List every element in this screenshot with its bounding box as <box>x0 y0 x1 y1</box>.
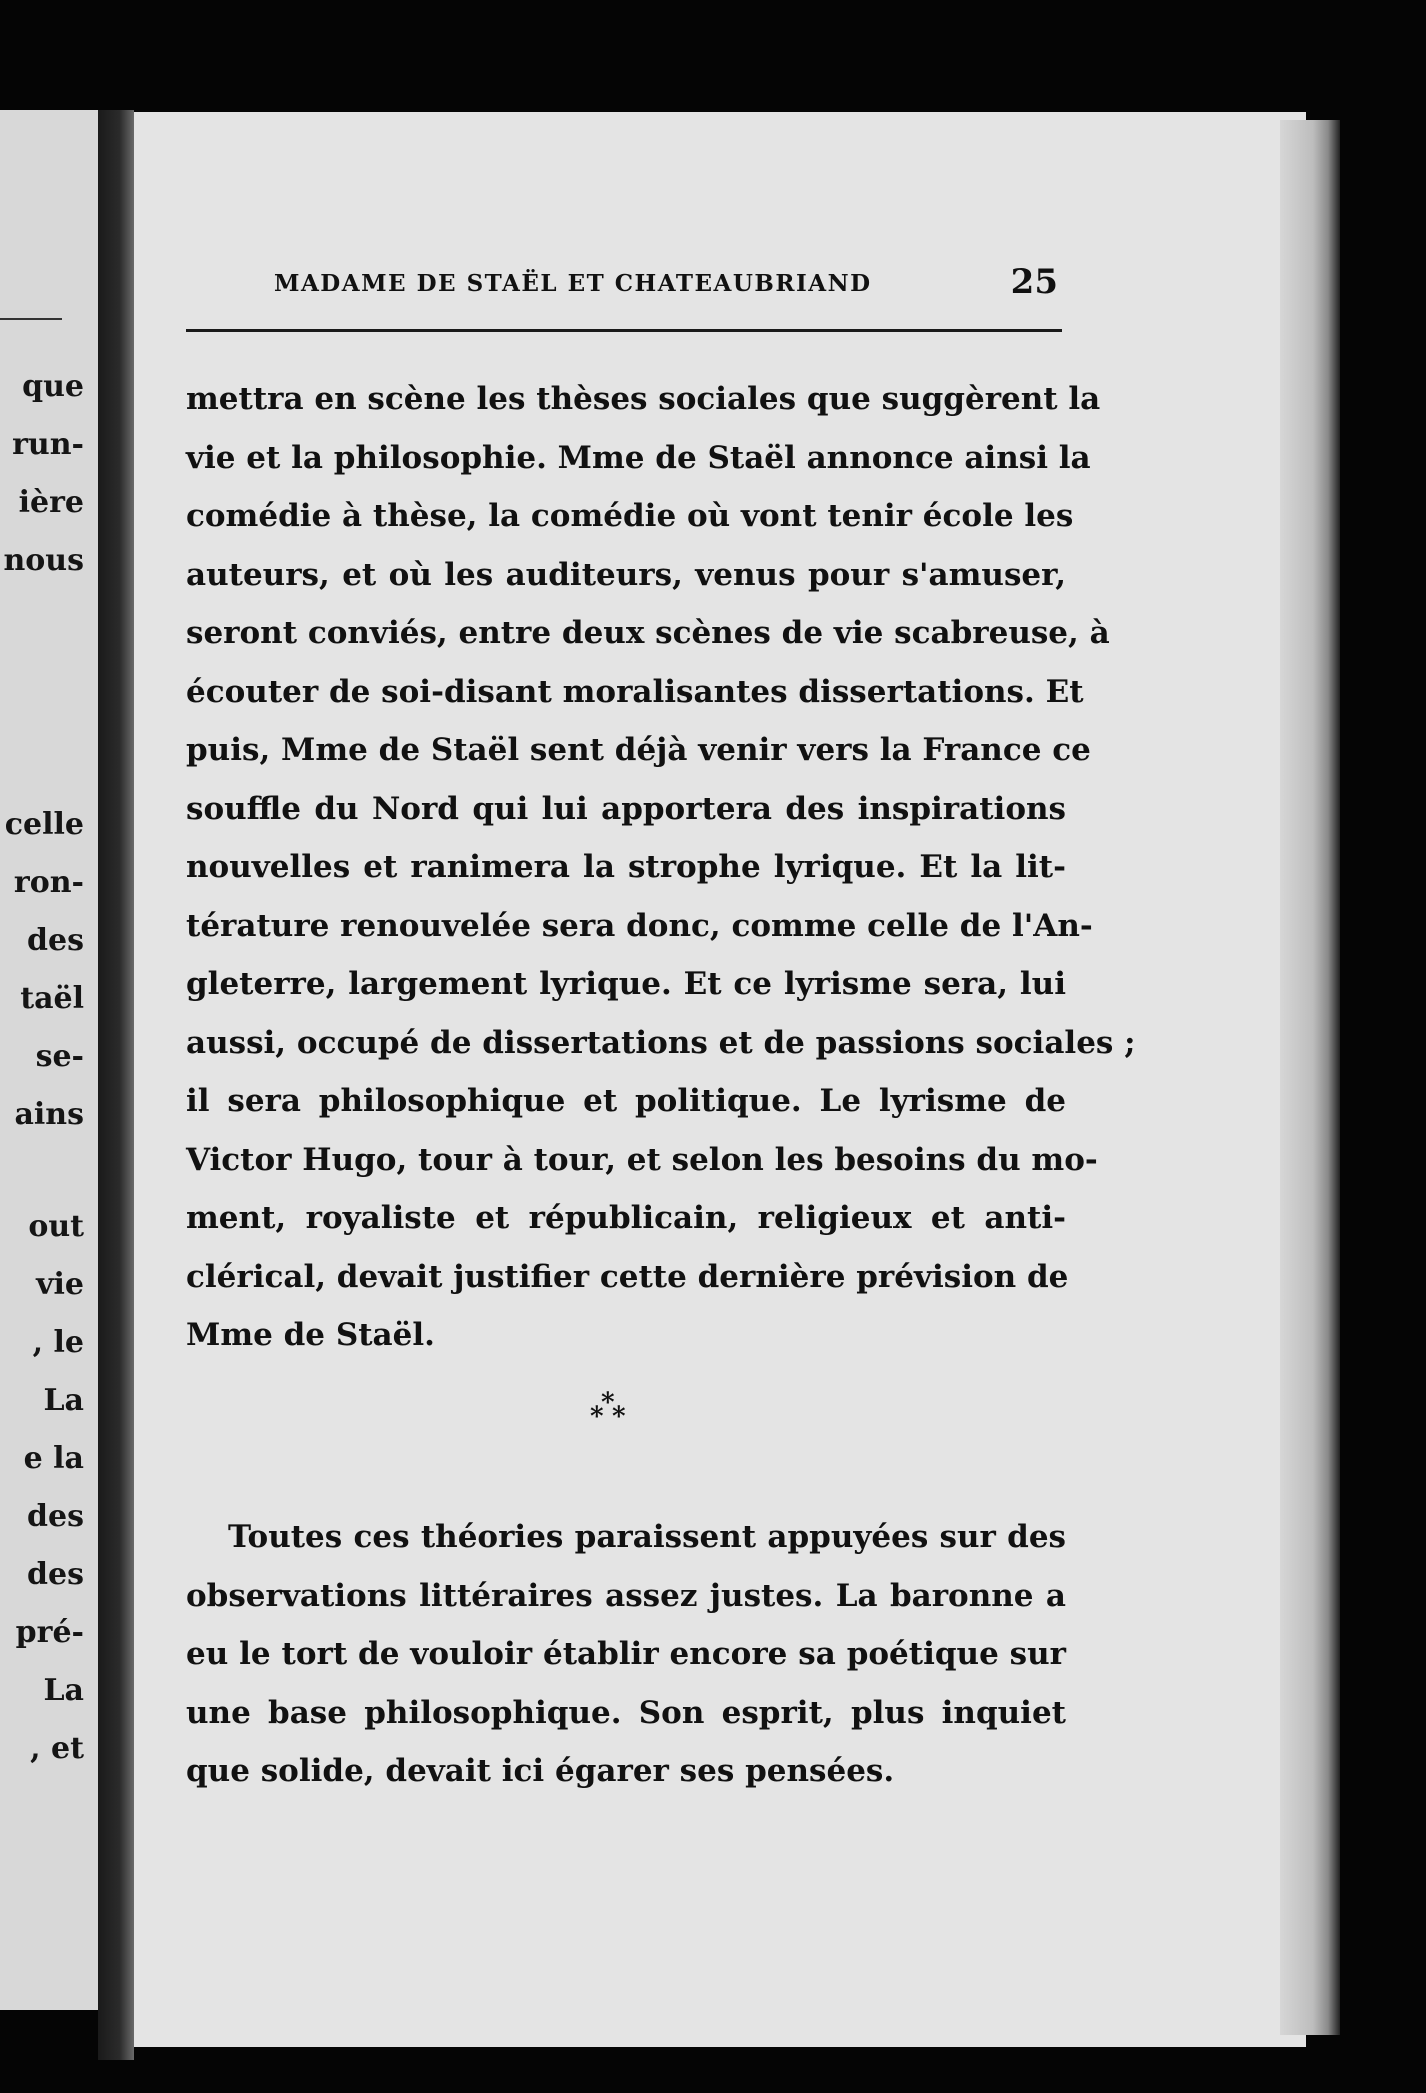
text-line: Victor Hugo, tour à tour, et selon les besoins du mo- <box>186 1141 1098 1178</box>
book-gutter <box>98 110 134 2060</box>
left-page-fragment: pré- <box>15 1615 84 1650</box>
left-page-fragment: vie <box>36 1267 84 1302</box>
page-header <box>186 262 1062 310</box>
running-head: MADAME DE STAËL ET CHATEAUBRIAND <box>274 270 872 297</box>
left-page-fragment: nous <box>3 543 84 578</box>
paragraph-2 <box>186 1508 1066 1801</box>
left-page-fragment: des <box>27 1499 84 1534</box>
text-line: gleterre, largement lyrique. Et ce lyrisme sera, lui <box>186 966 1066 1002</box>
left-page-fragment: , et <box>30 1731 84 1766</box>
left-page-fragment: e la <box>23 1441 84 1476</box>
left-page-fragment: out <box>28 1209 84 1244</box>
asterisk-glyph: * <box>612 1402 626 1432</box>
text-line: puis, Mme de Staël sent déjà venir vers la France ce <box>186 732 1091 768</box>
text-line: nouvelles et ranimera la strophe lyrique. Et la lit- <box>186 849 1066 885</box>
left-page-fragment: des <box>27 923 84 958</box>
text-line: Mme de Staël. <box>186 1317 435 1353</box>
text-line: ment, royaliste et républicain, religieux et anti- <box>186 1200 1066 1236</box>
text-line: clérical, devait justifier cette dernière prévision de <box>186 1258 1069 1295</box>
left-page-fragment: , le <box>32 1325 84 1360</box>
paragraph-1 <box>186 370 1136 1365</box>
left-page-fragment: se- <box>35 1039 84 1074</box>
text-line: écouter de soi-disant moralisantes dissertations. Et <box>186 673 1084 710</box>
text-line: observations littéraires assez justes. La baronne a <box>186 1577 1066 1614</box>
text-line: eu le tort de vouloir établir encore sa poétique sur <box>186 1636 1066 1672</box>
page-edge-shadow <box>1280 120 1340 2035</box>
page-number: 25 <box>1010 262 1058 302</box>
left-page-fragment: celle <box>4 807 84 842</box>
header-rule <box>186 329 1062 332</box>
left-page-fragment: que <box>22 369 84 404</box>
text-line: une base philosophique. Son esprit, plus inquiet <box>186 1694 1066 1731</box>
text-line: vie et la philosophie. Mme de Staël annonce ainsi la <box>186 439 1091 476</box>
left-page-fragment: des <box>27 1557 84 1592</box>
text-line: seront conviés, entre deux scènes de vie scabreuse, à <box>186 615 1110 651</box>
text-line: souffle du Nord qui lui apportera des inspirations <box>186 790 1066 827</box>
text-line: que solide, devait ici égarer ses pensées. <box>186 1753 895 1789</box>
left-page-fragment: taël <box>20 981 84 1016</box>
left-page-fragment: La <box>43 1383 84 1418</box>
asterisk-glyph: * <box>590 1402 604 1432</box>
left-facing-page <box>0 110 98 2010</box>
text-line: il sera philosophique et politique. Le lyrisme de <box>186 1083 1066 1119</box>
left-page-fragment: ron- <box>13 865 84 900</box>
text-line: aussi, occupé de dissertations et de passions sociales ; <box>186 1024 1136 1061</box>
text-line: Toutes ces théories paraissent appuyées sur des <box>228 1519 1066 1555</box>
text-line: auteurs, et où les auditeurs, venus pour s'amuser, <box>186 556 1066 593</box>
text-line: comédie à thèse, la comédie où vont tenir école les <box>186 498 1074 534</box>
text-line: térature renouvelée sera donc, comme celle de l'An- <box>186 907 1093 944</box>
left-page-fragment: run- <box>12 427 84 462</box>
left-page-fragment: ains <box>14 1097 84 1132</box>
text-line: mettra en scène les thèses sociales que suggèrent la <box>186 381 1101 417</box>
left-page-fragment: La <box>43 1673 84 1708</box>
section-asterism <box>590 1388 650 1432</box>
asterisk-glyph: * <box>601 1388 615 1418</box>
left-page-fragment: ière <box>18 485 84 520</box>
left-page-rule <box>0 318 62 320</box>
